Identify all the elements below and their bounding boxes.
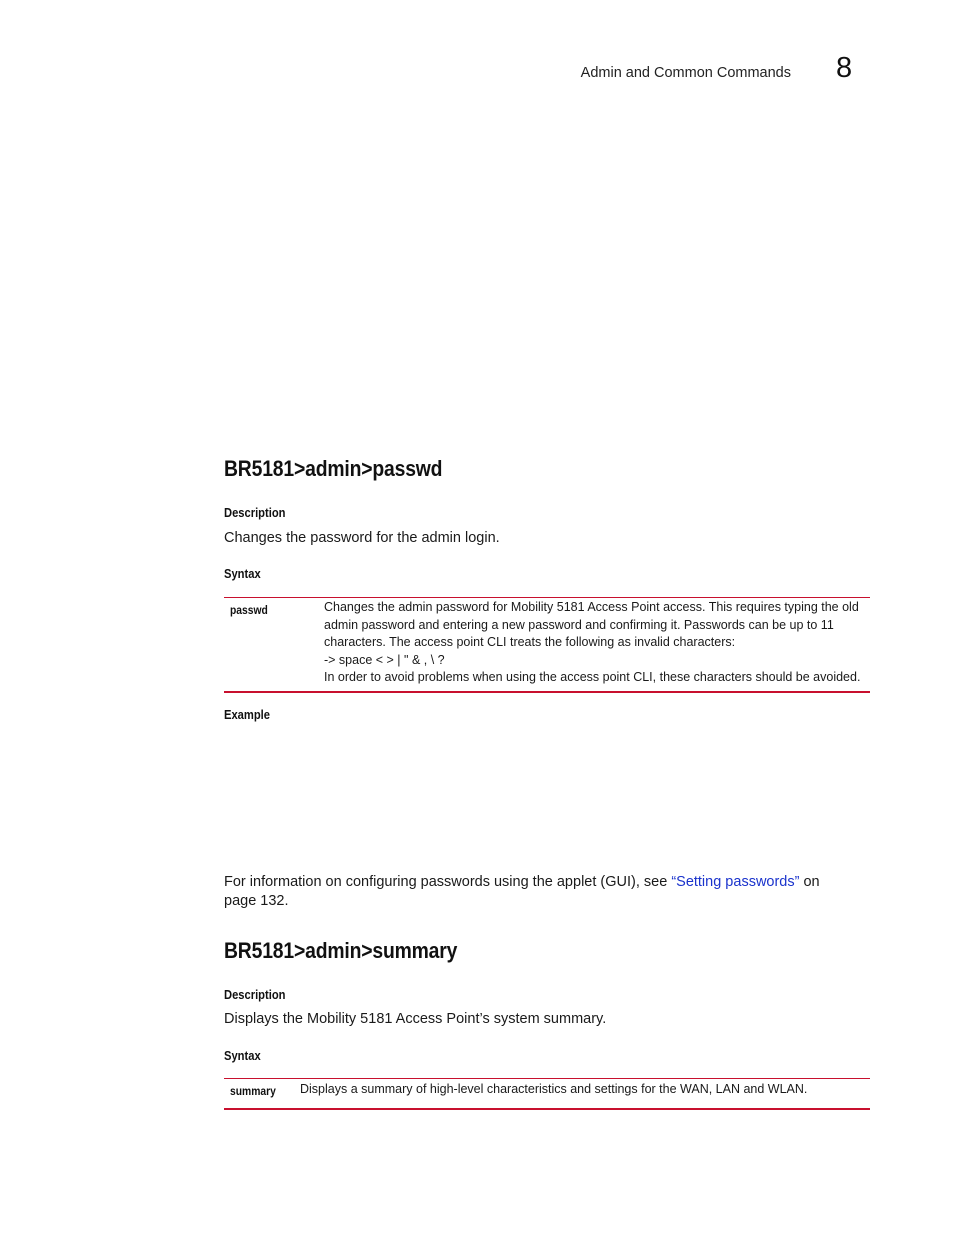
- passwd-syntax-line: characters. The access point CLI treats the following as invalid characters:: [324, 635, 736, 649]
- summary-syntax-table: [224, 1078, 870, 1110]
- summary-syntax-name: summary: [230, 1084, 276, 1098]
- setting-passwords-link[interactable]: “Setting passwords”: [671, 874, 800, 890]
- summary-section: [224, 938, 870, 964]
- chapter-title: Admin and Common Commands: [580, 65, 791, 81]
- info-line-2: page 132.: [224, 893, 289, 909]
- passwd-syntax-table: [224, 597, 870, 693]
- summary-command-title: BR5181>admin>summary: [224, 938, 458, 963]
- summary-description-label: Description: [224, 987, 286, 1002]
- passwd-syntax-line: Changes the admin password for Mobility 5181 Access Point access. This requires typing the old: [324, 600, 859, 614]
- passwd-syntax-label: Syntax: [224, 566, 261, 581]
- info-prefix: For information on configuring passwords using the applet (GUI), see: [224, 874, 672, 890]
- passwd-section: [224, 456, 870, 482]
- summary-syntax-label: Syntax: [224, 1048, 261, 1063]
- passwd-syntax-description: [324, 599, 870, 687]
- passwd-command-title: BR5181>admin>passwd: [224, 456, 443, 481]
- summary-syntax-description: Displays a summary of high-level characteristics and settings for the WAN, LAN and WLAN.: [300, 1082, 808, 1096]
- info-line-1: [224, 873, 870, 892]
- passwd-description: Changes the password for the admin login.: [224, 530, 500, 546]
- passwd-example-label: Example: [224, 707, 270, 722]
- summary-description: Displays the Mobility 5181 Access Point’s system summary.: [224, 1011, 607, 1027]
- passwd-syntax-name: passwd: [230, 603, 268, 617]
- chapter-number: 8: [836, 52, 853, 84]
- passwd-invalid-characters: -> space < > | " & , \ ?: [324, 652, 445, 667]
- passwd-description-label: Description: [224, 505, 286, 520]
- passwd-syntax-line: admin password and entering a new password and confirming it. Passwords can be up to 11: [324, 617, 834, 632]
- passwd-syntax-line: In order to avoid problems when using the access point CLI, these characters should be avoided.: [324, 670, 861, 684]
- info-suffix: on: [799, 874, 820, 890]
- info-paragraph: [224, 873, 870, 911]
